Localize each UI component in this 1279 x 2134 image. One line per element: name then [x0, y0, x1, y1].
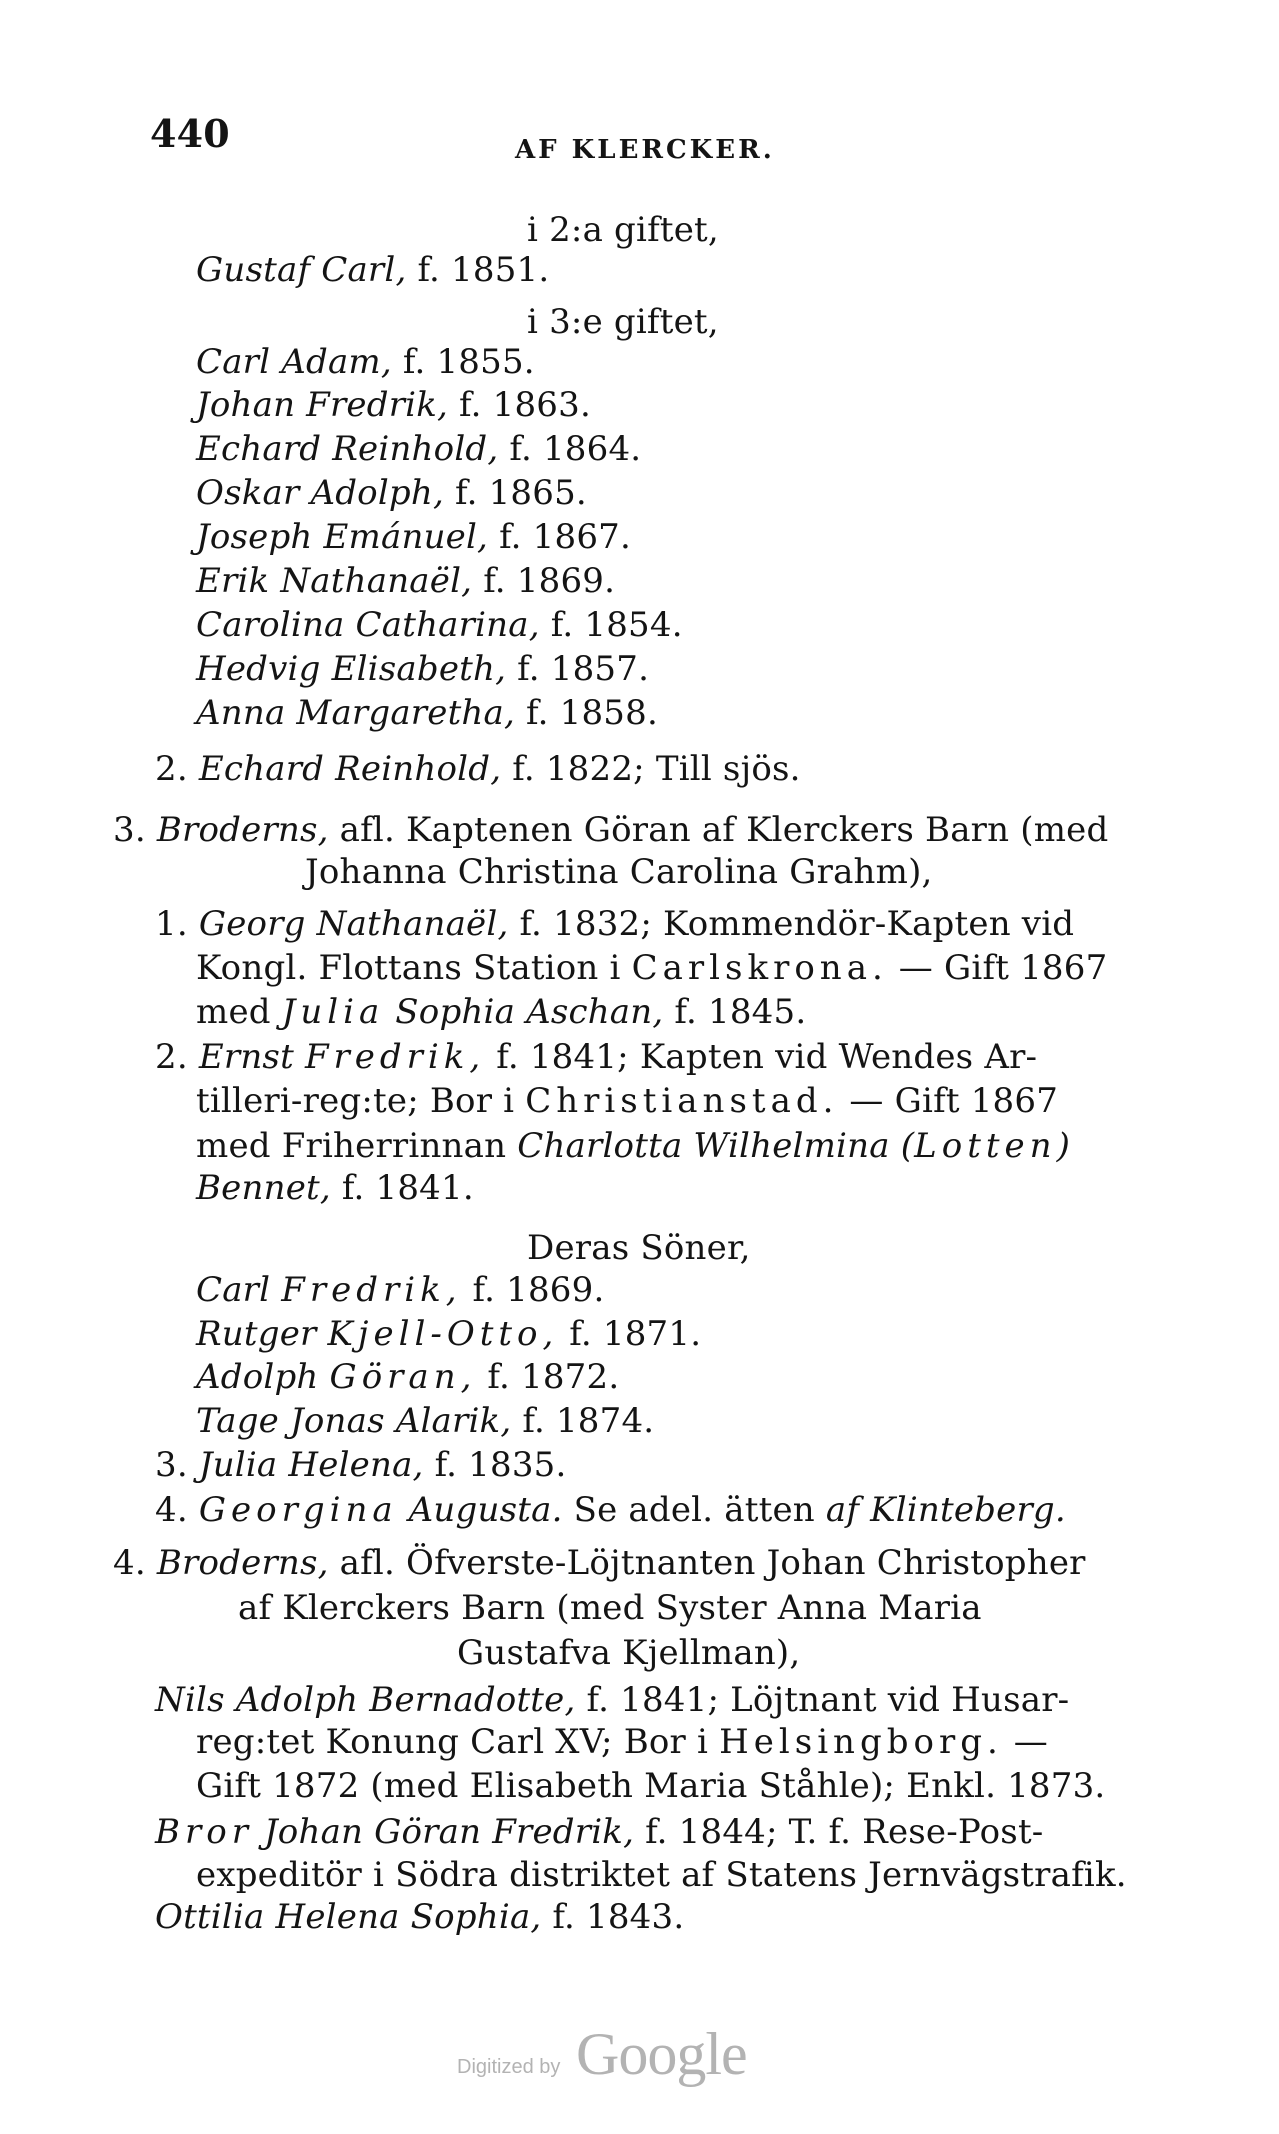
entry-line — [196, 250, 549, 290]
person-name-spaced: Fredrik, — [304, 1037, 486, 1077]
place-name: Helsingborg. — [719, 1722, 1003, 1762]
entry-text: — — [1002, 1722, 1049, 1762]
entry-text: f. 1858. — [515, 693, 658, 733]
entry-line — [155, 904, 1074, 944]
digitized-by-label: Digitized by — [457, 2056, 561, 2078]
entry-text: ) — [1056, 1126, 1071, 1166]
entry-continuation — [196, 992, 806, 1032]
entry-text: med — [196, 992, 282, 1032]
person-name: Adolph — [196, 1357, 330, 1397]
person-name: Ottilia Helena Sophia, — [155, 1897, 542, 1937]
relation-label: Bror — [155, 1812, 253, 1852]
entry-line — [155, 1680, 1069, 1720]
entry-continuation — [196, 1081, 1058, 1121]
entry-text: f. 1869. — [472, 561, 616, 601]
entry-text: f. 1841; Löjtnant vid Husar- — [575, 1680, 1070, 1720]
marriage-heading-second: i 2:a giftet, — [527, 210, 719, 250]
section-heading-line — [113, 1543, 1086, 1583]
entry-text: Se adel. ätten — [562, 1490, 826, 1530]
entry-number: 2. — [155, 1037, 199, 1077]
person-name: Sophia Aschan, — [384, 992, 664, 1032]
person-name: Echard Reinhold, — [198, 749, 502, 789]
entry-continuation: Gift 1872 (med Elisabeth Maria Ståhle); Enkl. 1873. — [196, 1766, 1106, 1806]
section-number: 4. — [113, 1543, 157, 1583]
entry-number: 4. — [155, 1490, 199, 1530]
person-name: Anna Margaretha, — [196, 693, 516, 733]
entry-continuation — [196, 1168, 474, 1208]
place-name: Christianstad. — [525, 1081, 839, 1121]
section-label: Broderns, — [156, 1543, 329, 1583]
entry-line — [196, 517, 631, 557]
entry-line — [196, 561, 615, 601]
person-name: Hedvig Elisabeth, — [196, 649, 507, 689]
entry-text: f. 1841; Kapten vid Wendes Ar- — [485, 1037, 1038, 1077]
person-name: Carolina Catharina, — [196, 605, 540, 645]
entry-text: med Friherrinnan — [196, 1126, 518, 1166]
entry-text: f. 1871. — [558, 1314, 702, 1354]
entry-text: f. 1844; T. f. Rese-Post- — [634, 1812, 1044, 1852]
entry-text: f. 1874. — [511, 1401, 655, 1441]
section-number: 3. — [113, 810, 157, 850]
entry-text: — Gift 1867 — [887, 948, 1108, 988]
entry-line — [196, 473, 587, 513]
entry-line — [196, 649, 649, 689]
section-label: Broderns, — [156, 810, 329, 850]
entry-line — [155, 1812, 1044, 1852]
entry-text: f. 1872. — [476, 1357, 620, 1397]
entry-number: 2. — [155, 749, 199, 789]
entry-line — [196, 429, 641, 469]
entry-text: f. 1855. — [391, 342, 535, 382]
person-name: Joseph Emánuel, — [196, 517, 489, 557]
entry-line — [196, 605, 683, 645]
entry-text: f. 1822; Till sjös. — [501, 749, 801, 789]
entry-text: f. 1863. — [448, 385, 591, 425]
person-name: Oskar Adolph, — [196, 473, 444, 513]
section-heading-line — [113, 810, 1108, 850]
person-name-spaced: Julia — [281, 992, 385, 1032]
marriage-heading-third: i 3:e giftet, — [527, 302, 719, 342]
person-name: Bennet, — [196, 1168, 331, 1208]
person-name: Johan Fredrik, — [196, 385, 449, 425]
entry-text: reg:tet Konung Carl XV; Bor i — [196, 1722, 720, 1762]
entry-text: f. 1869. — [461, 1270, 605, 1310]
entry-line — [155, 1897, 684, 1937]
running-head: AF KLERCKER. — [515, 135, 775, 165]
entry-text: tilleri-reg:te; Bor i — [196, 1081, 526, 1121]
entry-line — [196, 1314, 701, 1354]
entry-line — [196, 1270, 604, 1310]
entry-text: f. 1864. — [498, 429, 642, 469]
entry-text: f. 1857. — [506, 649, 650, 689]
person-name: Nils Adolph Bernadotte, — [155, 1680, 576, 1720]
section-text: afl. Öfverste-Löjtnanten Johan Christopher — [328, 1543, 1086, 1583]
entry-line — [155, 749, 801, 789]
entry-line — [196, 1357, 619, 1397]
person-name: Charlotta Wilhelmina ( — [517, 1126, 915, 1166]
entry-continuation — [196, 1126, 1070, 1166]
entry-text: f. 1841. — [330, 1168, 474, 1208]
entry-text: f. 1843. — [541, 1897, 685, 1937]
person-name-spaced: Fredrik, — [281, 1270, 462, 1310]
person-name: Erik Nathanaël, — [196, 561, 473, 601]
entry-continuation: expeditör i Södra distriktet af Statens Jernvägstrafik. — [196, 1855, 1127, 1895]
person-name: Gustaf Carl, — [196, 250, 407, 290]
entry-text: — Gift 1867 — [838, 1081, 1059, 1121]
person-name: Julia Helena, — [198, 1445, 424, 1485]
person-name: Augusta. — [397, 1490, 563, 1530]
person-name: Tage Jonas Alarik, — [196, 1401, 512, 1441]
entry-line — [155, 1037, 1037, 1077]
nickname-spaced: Lotten — [914, 1126, 1057, 1166]
entry-number: 3. — [155, 1445, 199, 1485]
entry-continuation — [196, 948, 1107, 988]
entry-continuation — [196, 1722, 1048, 1762]
entry-text: f. 1851. — [406, 250, 550, 290]
person-name: Ernst — [198, 1037, 305, 1077]
entry-text: f. 1867. — [488, 517, 632, 557]
family-reference: af Klinteberg. — [825, 1490, 1066, 1530]
person-name-spaced: Kjell-Otto, — [327, 1314, 559, 1354]
entry-text: f. 1835. — [423, 1445, 567, 1485]
entry-line — [196, 693, 658, 733]
entry-text: f. 1865. — [444, 473, 587, 513]
entry-line — [196, 385, 591, 425]
person-name: Carl Adam, — [196, 342, 392, 382]
entry-line — [196, 1401, 654, 1441]
person-name: Georg Nathanaël, — [198, 904, 509, 944]
entry-text: Kongl. Flottans Station i — [196, 948, 632, 988]
person-name: Johan Göran Fredrik, — [252, 1812, 635, 1852]
person-name: Echard Reinhold, — [196, 429, 499, 469]
entry-text: f. 1832; Kommendör-Kapten vid — [508, 904, 1075, 944]
entry-number: 1. — [155, 904, 199, 944]
section-heading-continuation: Johanna Christina Carolina Grahm), — [305, 852, 933, 892]
person-name: Carl — [196, 1270, 282, 1310]
sons-heading: Deras Söner, — [527, 1228, 751, 1268]
section-heading-continuation: af Klerckers Barn (med Syster Anna Maria — [238, 1588, 982, 1628]
person-name-spaced: Georgina — [198, 1490, 398, 1530]
place-name: Carlskrona. — [631, 948, 888, 988]
person-name: Rutger — [196, 1314, 328, 1354]
entry-text: f. 1854. — [539, 605, 683, 645]
person-name-spaced: Göran, — [329, 1357, 477, 1397]
section-heading-continuation: Gustafva Kjellman), — [457, 1633, 801, 1673]
entry-line — [155, 1445, 567, 1485]
entry-text: f. 1845. — [663, 992, 807, 1032]
page-number: 440 — [150, 111, 230, 156]
google-watermark: Google — [576, 2021, 747, 2087]
section-text: afl. Kaptenen Göran af Klerckers Barn (med — [328, 810, 1109, 850]
entry-line — [155, 1490, 1066, 1530]
entry-line — [196, 342, 535, 382]
